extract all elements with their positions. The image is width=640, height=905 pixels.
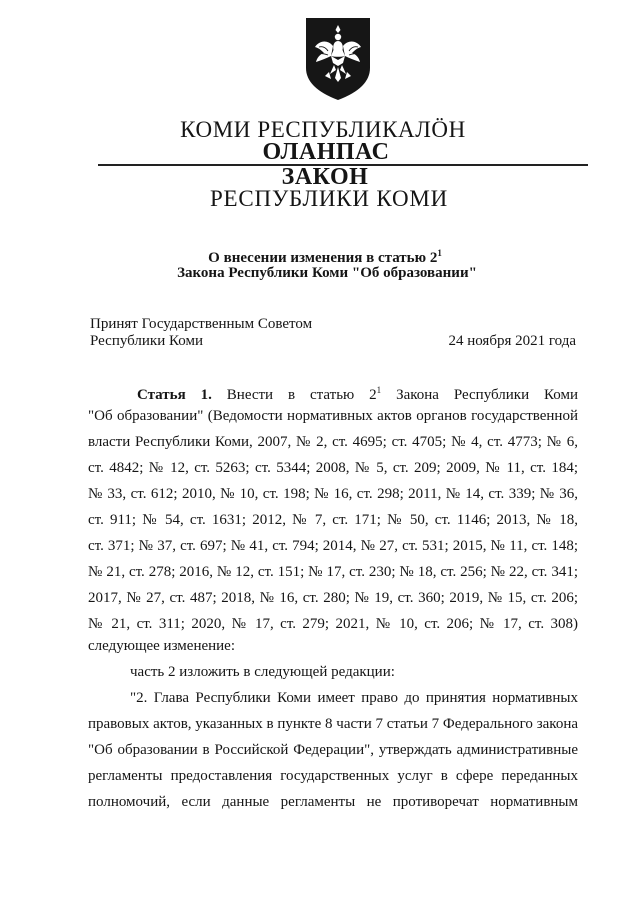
coat-of-arms-emblem — [303, 16, 373, 102]
article-line: "Об образовании" (Ведомости нормативных актов органов государственной — [88, 408, 578, 424]
article-line: следующее изменение: — [88, 638, 236, 654]
article-intro: Внести в статью 2 — [211, 387, 377, 402]
quoted-text-first-line: "2. Глава Республики Коми имеет право до принятия нормативных — [130, 690, 578, 706]
amendment-instruction: часть 2 изложить в следующей редакции: — [130, 664, 395, 680]
article-line: № 33, ст. 612; 2010, № 10, ст. 198; № 16, ст. 298; 2011, № 14, ст. 339; № 36, — [88, 486, 578, 502]
article-line: ст. 911; № 54, ст. 1631; 2012, № 7, ст. 171; № 50, ст. 1146; 2013, № 18, — [88, 512, 578, 528]
article-line: № 21, ст. 311; 2020, № 17, ст. 279; 2021, № 10, ст. 206; № 17, ст. 308) — [88, 616, 578, 632]
quoted-text-line: регламенты предоставления государственных услуг в сфере переданных — [88, 768, 578, 784]
article-line: ст. 371; № 37, ст. 697; № 41, ст. 794; 2014, № 27, ст. 531; 2015, № 11, ст. 148; — [88, 538, 578, 554]
quoted-text-line: "Об образовании в Российской Федерации", утверждать административные — [88, 742, 578, 758]
quoted-text-line: полномочий, если данные регламенты не противоречат нормативным — [88, 794, 578, 810]
quoted-text-line: правовых актов, указанных в пункте 8 части 7 статьи 7 Федерального закона — [88, 716, 578, 732]
law-title-text: О внесении изменения в статью 2 — [208, 250, 438, 266]
adoption-line-2: Республики Коми — [90, 333, 203, 349]
header-zakon: ЗАКОН — [281, 164, 369, 190]
article-line: ст. 4842; № 12, ст. 5263; ст. 5344; 2008, № 5, ст. 209; 2009, № 11, ст. 184; — [88, 460, 578, 476]
article-line: 2017, № 27, ст. 487; 2018, № 16, ст. 280; № 19, ст. 360; 2019, № 15, ст. 206; — [88, 590, 578, 606]
law-title-line-2: Закона Республики Коми "Об образовании" — [177, 265, 477, 281]
adoption-date: 24 ноября 2021 года — [448, 333, 576, 349]
adoption-line-1: Принят Государственным Советом — [90, 316, 313, 332]
article-first-line — [137, 380, 578, 402]
law-title-superscript: 1 — [437, 248, 442, 258]
article-intro-end: Закона Республики Коми — [381, 387, 578, 402]
header-olanpas: ОЛАНПАС — [262, 139, 390, 165]
article-line: № 21, ст. 278; 2016, № 12, ст. 151; № 17, ст. 230; № 18, ст. 256; № 22, ст. 341; — [88, 564, 578, 580]
article-label: Статья 1. — [137, 387, 212, 402]
header-republic-name: РЕСПУБЛИКИ КОМИ — [209, 186, 449, 211]
article-line: власти Республики Коми, 2007, № 2, ст. 4695; ст. 4705; № 4, ст. 4773; № 6, — [88, 434, 578, 450]
header-republic-komi-name: КОМИ РЕСПУБЛИКАЛӦН — [180, 117, 466, 142]
article-superscript: 1 — [376, 385, 382, 395]
